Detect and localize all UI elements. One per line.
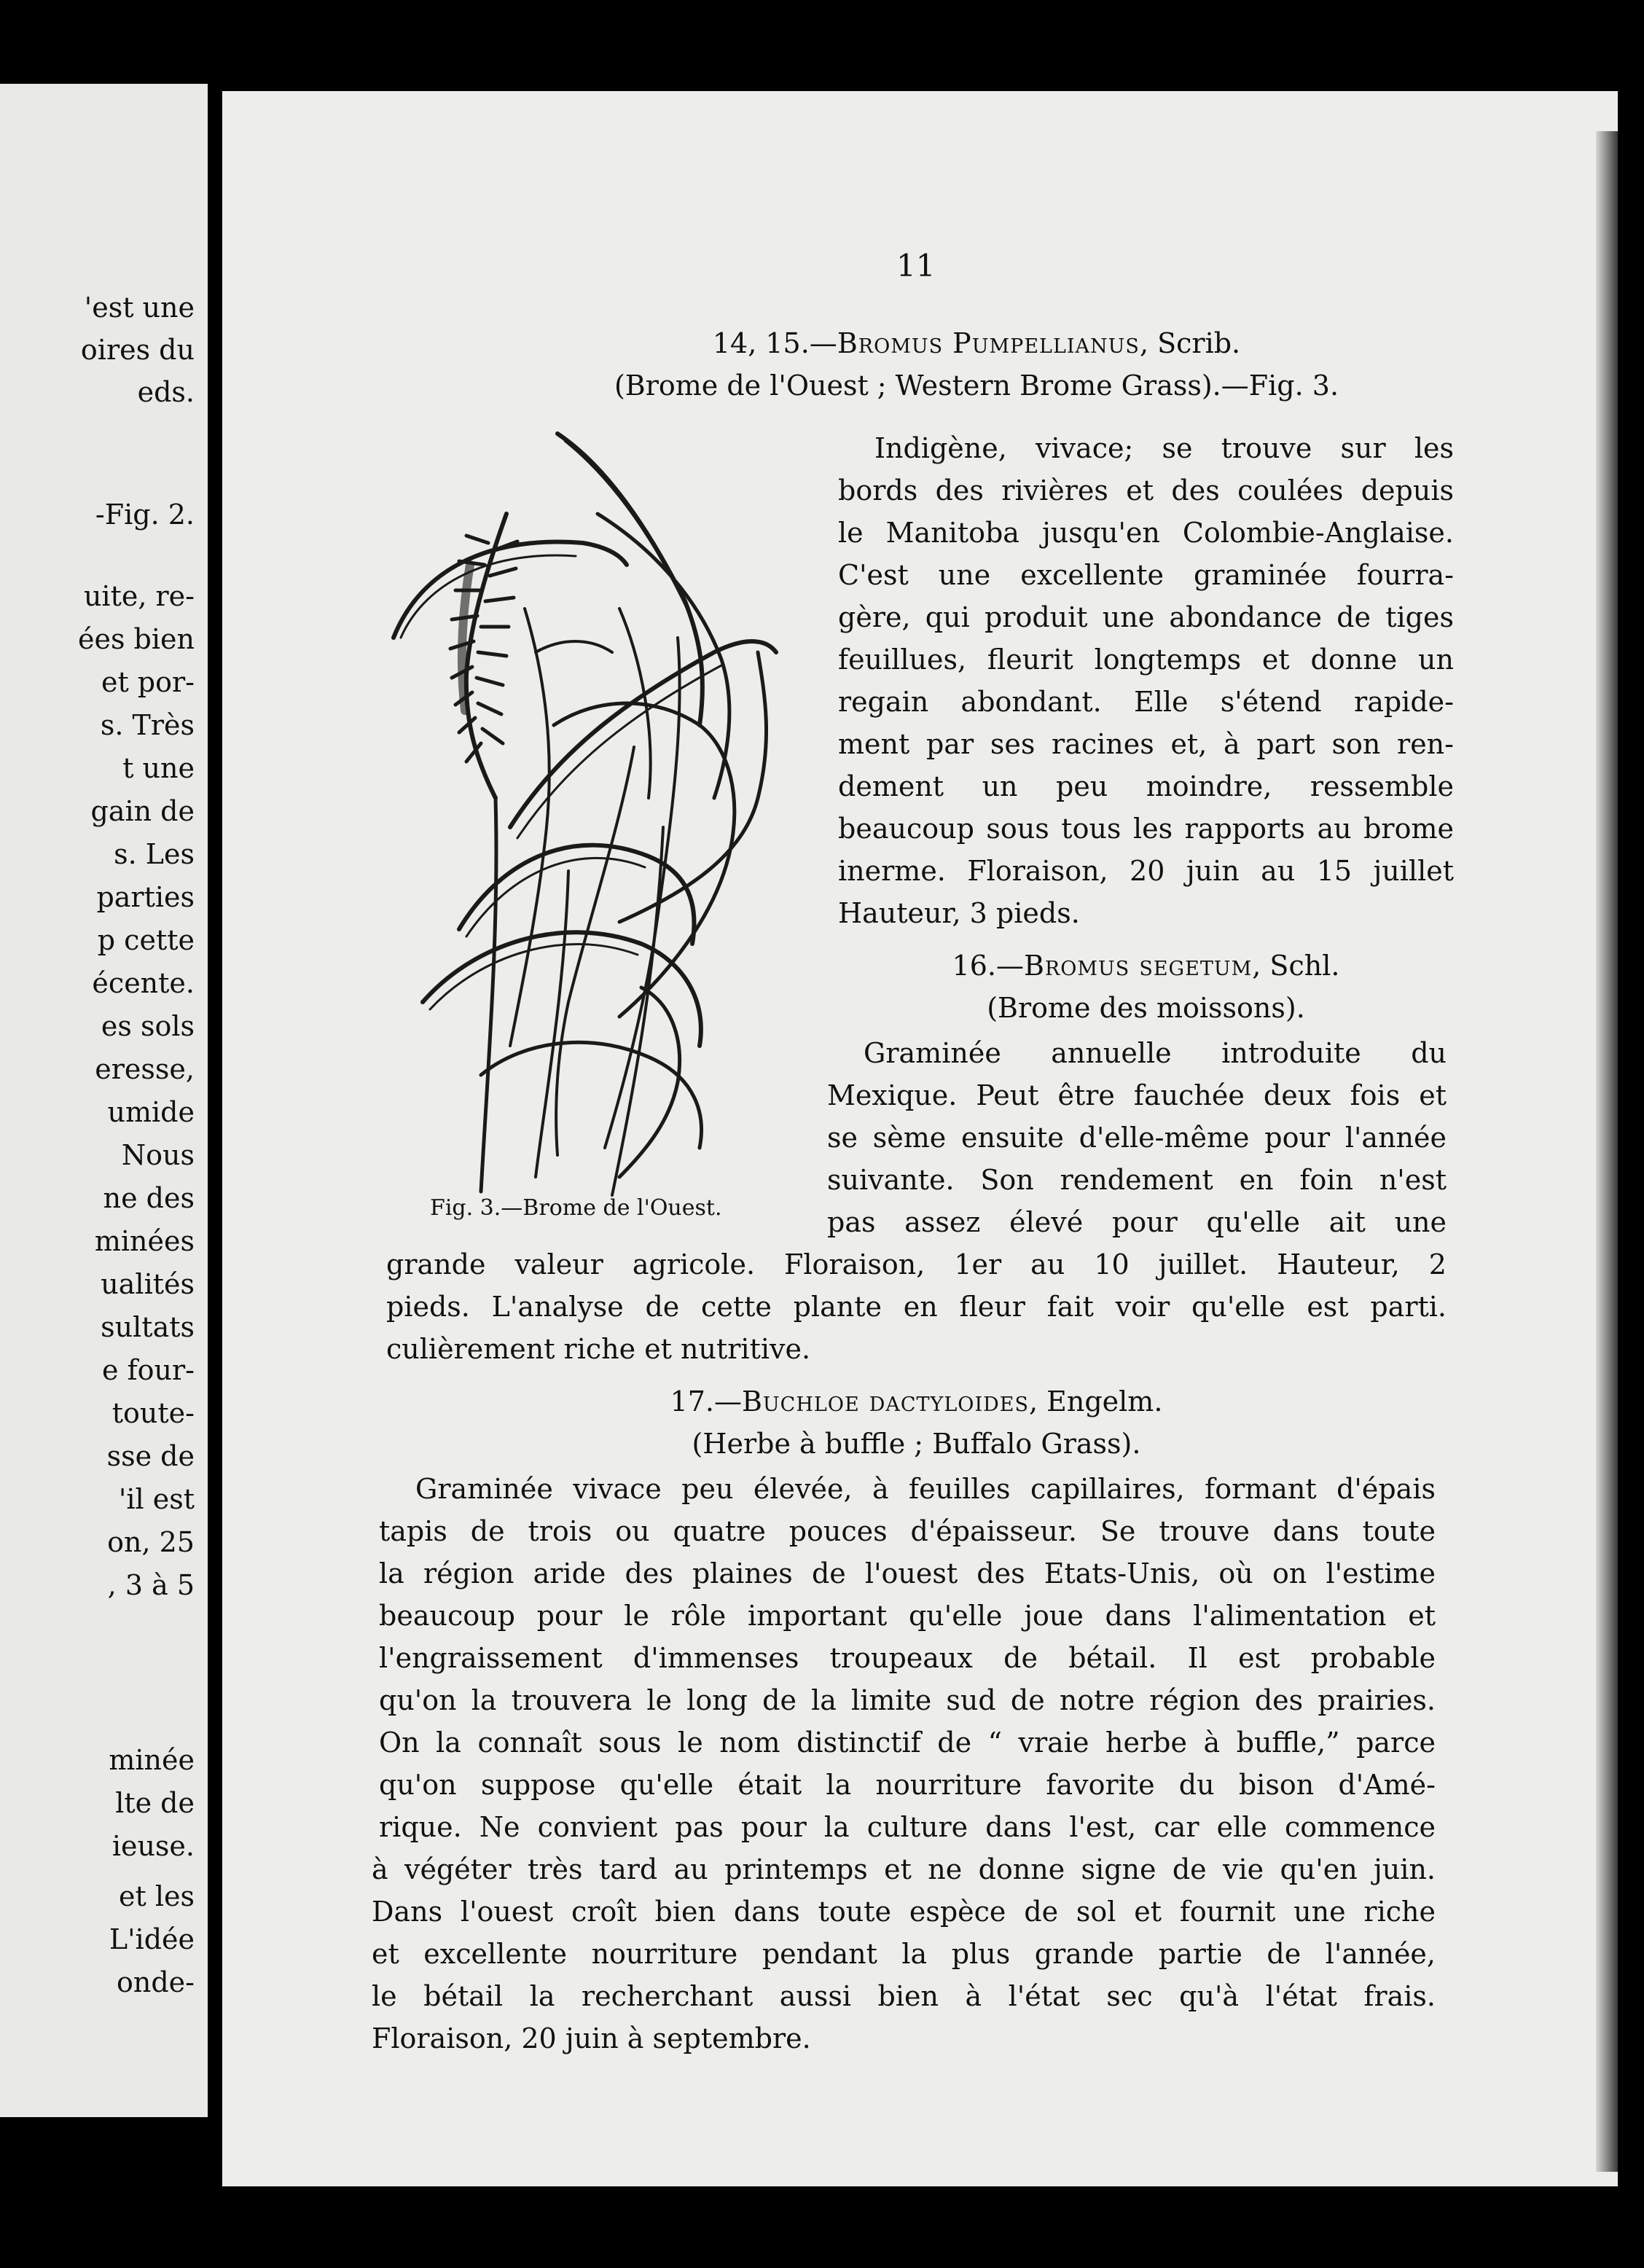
paragraph-line: le Manitoba jusqu'en Colombie-Anglaise. <box>838 517 1454 549</box>
left-page-line: ualités <box>101 1268 195 1300</box>
paragraph-line: Hauteur, 3 pieds. <box>838 897 1080 929</box>
left-page-line: es sols <box>101 1010 195 1042</box>
left-page-line: uite, re- <box>83 580 195 612</box>
paragraph-line: ment par ses racines et, à part son ren- <box>838 728 1454 760</box>
section-subheading-brome-ouest: (Brome de l'Ouest ; Western Brome Grass).—Fig. 3. <box>614 369 1339 402</box>
left-page-line: s. Les <box>114 838 195 870</box>
left-page-line: sultats <box>101 1311 195 1343</box>
left-page-line: ieuse. <box>111 1830 195 1862</box>
paragraph-line: suivante. Son rendement en foin n'est <box>827 1164 1447 1196</box>
paragraph-line: Mexique. Peut être fauchée deux fois et <box>827 1079 1447 1111</box>
left-page-line: Nous <box>121 1139 195 1171</box>
left-page-line: eds. <box>137 376 195 408</box>
section-heading-bromus-pumpellianus: 14, 15.—Bromus Pumpellianus, Scrib. <box>712 327 1241 359</box>
paragraph-line: dement un peu moindre, ressemble <box>838 770 1454 802</box>
section-heading-bromus-segetum: 16.—Bromus segetum, Schl. <box>952 950 1340 982</box>
left-page <box>0 84 208 2117</box>
left-page-line: s. Très <box>100 709 195 741</box>
paragraph-line: tapis de trois ou quatre pouces d'épaisseur. Se trouve dans toute <box>379 1515 1436 1547</box>
paragraph-line: qu'on la trouvera le long de la limite sud de notre région des prairies. <box>379 1684 1436 1716</box>
paragraph-line: le bétail la recherchant aussi bien à l'état sec qu'à l'état frais. <box>372 1980 1436 2012</box>
left-page-line: lte de <box>115 1787 195 1819</box>
paragraph-line: C'est une excellente graminée fourra- <box>838 559 1454 591</box>
paragraph-line: Dans l'ouest croît bien dans toute espèce de sol et fournit une riche <box>372 1896 1436 1928</box>
paragraph-line: culièrement riche et nutritive. <box>386 1333 811 1365</box>
left-page-line: minée <box>109 1744 195 1776</box>
left-page-line: toute- <box>111 1397 195 1429</box>
paragraph-line: On la connaît sous le nom distinctif de “ vraie herbe à buffle,” parce <box>379 1727 1436 1759</box>
left-page-line: , 3 à 5 <box>107 1569 195 1601</box>
paragraph-line: Indigène, vivace; se trouve sur les <box>874 432 1454 464</box>
figure-caption: Fig. 3.—Brome de l'Ouest. <box>430 1195 722 1221</box>
left-page-line: et les <box>119 1880 195 1912</box>
paragraph-line: se sème ensuite d'elle-même pour l'année <box>827 1122 1447 1154</box>
paragraph-line: la région aride des plaines de l'ouest des Etats-Unis, où on l'estime <box>379 1557 1436 1589</box>
page-edge <box>1596 131 1618 2172</box>
left-page-line: sse de <box>106 1440 195 1472</box>
paragraph-line: regain abondant. Elle s'étend rapide- <box>838 686 1454 718</box>
left-page-line: umide <box>107 1096 195 1128</box>
brome-grass-illustration <box>379 419 802 1203</box>
paragraph-line: à végéter très tard au printemps et ne donne signe de vie qu'en juin. <box>372 1853 1436 1885</box>
left-page-line: et por- <box>101 666 195 698</box>
left-page-line: on, 25 <box>107 1526 195 1558</box>
paragraph-line: pieds. L'analyse de cette plante en fleur fait voir qu'elle est parti. <box>386 1291 1447 1323</box>
page-number: 11 <box>896 248 936 284</box>
left-page-line: ées bien <box>78 623 195 655</box>
paragraph-line: Graminée annuelle introduite du <box>864 1037 1447 1069</box>
paragraph-line: gère, qui produit une abondance de tiges <box>838 601 1454 633</box>
section-subheading-herbe-buffle: (Herbe à buffle ; Buffalo Grass). <box>692 1428 1141 1460</box>
left-page-line: 'est une <box>84 292 195 324</box>
left-page-line: 'il est <box>118 1483 195 1515</box>
paragraph-line: feuillues, fleurit longtemps et donne un <box>838 644 1454 676</box>
paragraph-line: pas assez élevé pour qu'elle ait une <box>827 1206 1447 1238</box>
left-page-line: eresse, <box>95 1053 195 1085</box>
paragraph-line: rique. Ne convient pas pour la culture dans l'est, car elle commence <box>379 1811 1436 1843</box>
left-page-line: e four- <box>102 1354 195 1386</box>
left-page-line: p cette <box>97 924 195 956</box>
left-page-line: gain de <box>90 795 195 827</box>
left-page-line: minées <box>94 1225 195 1257</box>
section-subheading-brome-moissons: (Brome des moissons). <box>987 992 1305 1024</box>
left-page-line: L'idée <box>109 1923 195 1955</box>
paragraph-line: beaucoup sous tous les rapports au brome <box>838 813 1454 845</box>
left-page-line: écente. <box>92 967 195 999</box>
paragraph-line: et excellente nourriture pendant la plus grande partie de l'année, <box>372 1938 1436 1970</box>
paragraph-line: Floraison, 20 juin à septembre. <box>372 2022 811 2054</box>
left-page-line: oires du <box>80 334 195 366</box>
paragraph-line: inerme. Floraison, 20 juin au 15 juillet <box>838 855 1454 887</box>
paragraph-line: beaucoup pour le rôle important qu'elle joue dans l'alimentation et <box>379 1600 1436 1632</box>
left-page-line: parties <box>96 881 195 913</box>
section-heading-buchloe-dactyloides: 17.—Buchloe dactyloides, Engelm. <box>670 1385 1163 1418</box>
paragraph-line: bords des rivières et des coulées depuis <box>838 474 1454 507</box>
paragraph-line: grande valeur agricole. Floraison, 1er au 10 juillet. Hauteur, 2 <box>386 1248 1447 1280</box>
left-page-line: onde- <box>116 1966 195 1998</box>
left-page-line: ne des <box>103 1182 195 1214</box>
left-page-line: -Fig. 2. <box>95 498 195 531</box>
paragraph-line: l'engraissement d'immenses troupeaux de bétail. Il est probable <box>379 1642 1436 1674</box>
paragraph-line: qu'on suppose qu'elle était la nourriture favorite du bison d'Amé- <box>379 1769 1436 1801</box>
paragraph-line: Graminée vivace peu élevée, à feuilles capillaires, formant d'épais <box>415 1473 1436 1505</box>
left-page-line: t une <box>122 752 195 784</box>
